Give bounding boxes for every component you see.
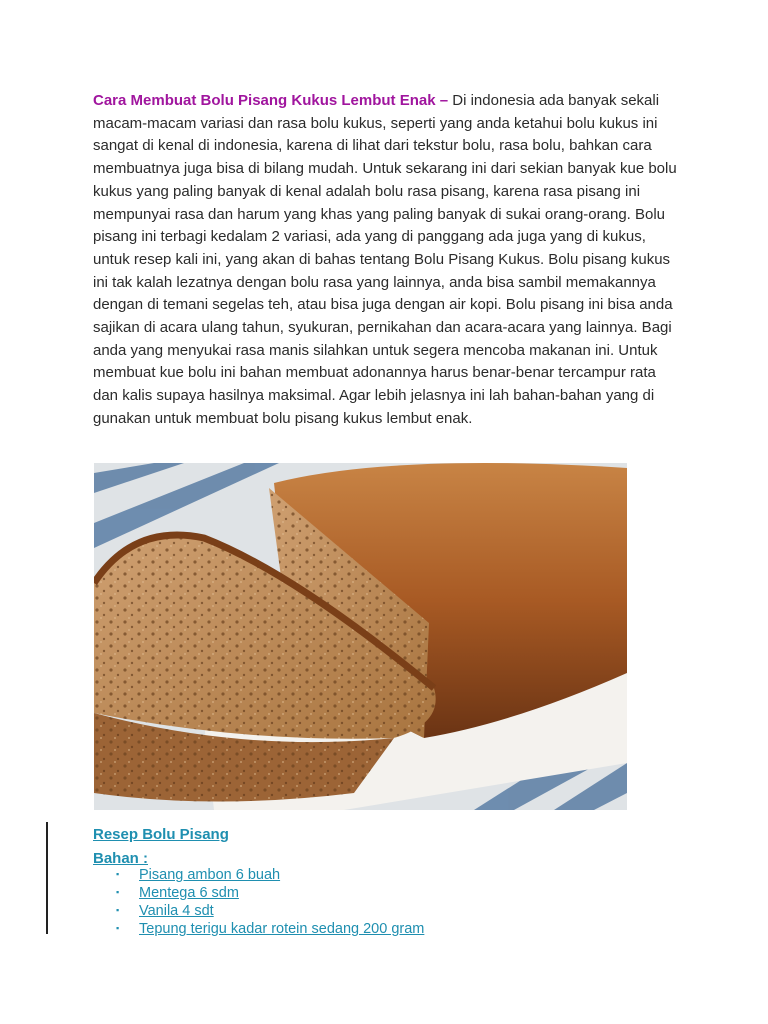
bullet-icon: ▪ (116, 869, 120, 879)
margin-change-bar (46, 822, 48, 934)
article-title: Cara Membuat Bolu Pisang Kukus Lembut Enak (93, 92, 436, 109)
list-item[interactable]: ▪ Mentega 6 sdm (116, 885, 239, 901)
list-item[interactable]: ▪ Pisang ambon 6 buah (116, 867, 281, 883)
bahan-label-link[interactable]: Bahan : (93, 850, 149, 867)
bullet-icon: ▪ (116, 887, 120, 897)
bullet-icon: ▪ (116, 905, 120, 915)
ingredient-list (116, 866, 424, 938)
article-intro (93, 90, 678, 431)
article-body: Di indonesia ada banyak sekali macam-macam variasi dan rasa bolu kukus, seperti yang anda ketahui bolu kukus ini sangat di kenal di indonesia, karena di lihat dari tekstur bolu, rasa bolu, bahkan cara membuatnya juga bisa di bilang mudah. Untuk sekarang ini dari sekian banyak kue bolu kukus yang paling banyak di kenal adalah bolu rasa pisang, karena rasa pisang ini mempunyai rasa dan harum yang khas yang paling banyak di sukai orang-orang. Bolu pisang ini terbagi kedalam 2 variasi, ada yang di panggang ada juga yang di kukus, untuk resep kali ini, yang akan di bahas tentang Bolu Pisang Kukus. Bolu pisang kukus ini tak kalah lezatnya dengan bolu rasa yang lainnya, anda bisa sambil memakannya dengan di temani segelas teh, atau bisa juga dengan air kopi. Bolu pisang ini bisa anda sajikan di acara ulang tahun, syukuran, pernikahan dan acara-acara yang lainnya. Bagi anda yang menyukai rasa manis silahkan untuk segera mencoba makanan ini. Untuk membuat kue bolu ini bahan membuat adonannya harus benar-benar tercampur rata dan kalis supaya hasilnya maksimal. Agar lebih jelasnya ini lah bahan-bahan yang di gunakan untuk membuat bolu pisang kukus lembut enak. (93, 92, 677, 427)
bullet-icon: ▪ (116, 923, 120, 933)
banana-bread-photo (94, 463, 627, 810)
recipe-heading-link[interactable]: Resep Bolu Pisang (93, 826, 229, 843)
list-item[interactable]: ▪ Vanila 4 sdt (116, 903, 214, 919)
title-dash: – (435, 92, 453, 109)
list-item[interactable]: ▪ Tepung terigu kadar rotein sedang 200 gram (116, 921, 425, 937)
